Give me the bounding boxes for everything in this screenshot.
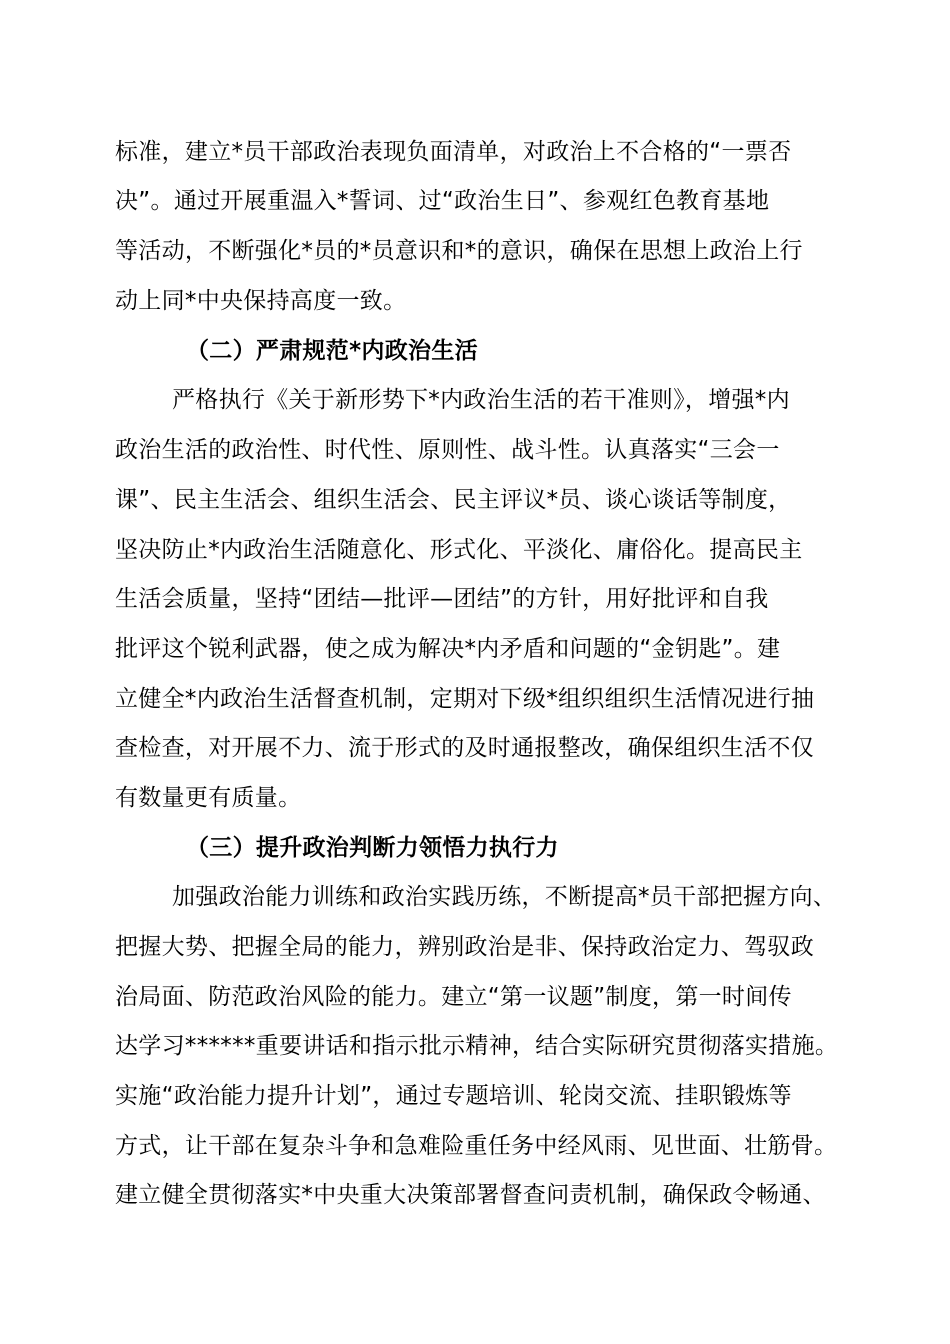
paragraph-line: 治局面、防范政治风险的能力。建立“第一议题”制度，第一时间传: [115, 984, 792, 1010]
section-heading-3: （三）提升政治判断力领悟力执行力: [186, 835, 559, 861]
paragraph-line: 方式，让干部在复杂斗争和急难险重任务中经风雨、见世面、壮筋骨。: [115, 1133, 838, 1159]
paragraph-line: 决”。通过开展重温入*誓词、过“政治生日”、参观红色教育基地: [115, 188, 770, 214]
paragraph-line: 政治生活的政治性、时代性、原则性、战斗性。认真落实“三会一: [115, 437, 780, 463]
section-heading-2: （二）严肃规范*内政治生活: [186, 338, 478, 364]
paragraph-line: 动上同*中央保持高度一致。: [115, 288, 407, 314]
paragraph-line: 坚决防止*内政治生活随意化、形式化、平淡化、庸俗化。提高民主: [115, 537, 803, 563]
paragraph-line: 立健全*内政治生活督查机制，定期对下级*组织组织生活情况进行抽: [115, 686, 815, 712]
paragraph-line: 严格执行《关于新形势下*内政治生活的若干准则》，增强*内: [172, 387, 790, 413]
paragraph-line: 批评这个锐利武器，使之成为解决*内矛盾和问题的“金钥匙”。建: [115, 636, 781, 662]
paragraph-line: 生活会质量，坚持“团结—批评—团结”的方针，用好批评和自我: [115, 586, 769, 612]
paragraph-line: 标准，建立*员干部政治表现负面清单，对政治上不合格的“一票否: [115, 139, 792, 165]
paragraph-line: 建立健全贯彻落实*中央重大决策部署督查问责机制，确保政令畅通、: [115, 1182, 826, 1208]
paragraph-line: 查检查，对开展不力、流于形式的及时通报整改，确保组织生活不仅: [115, 735, 814, 761]
paragraph-line: 有数量更有质量。: [115, 785, 302, 811]
paragraph-line: 加强政治能力训练和政治实践历练，不断提高*员干部把握方向、: [172, 884, 837, 910]
paragraph-line: 把握大势、把握全局的能力，辨别政治是非、保持政治定力、驾驭政: [115, 934, 814, 960]
paragraph-line: 达学习******重要讲话和指示批示精神，结合实际研究贯彻落实措施。: [115, 1033, 839, 1059]
paragraph-line: 等活动，不断强化*员的*员意识和*的意识，确保在思想上政治上行: [115, 238, 803, 264]
paragraph-line: 实施“政治能力提升计划”，通过专题培训、轮岗交流、挂职锻炼等: [115, 1083, 792, 1109]
paragraph-line: 课”、民主生活会、组织生活会、民主评议*员、谈心谈话等制度，: [115, 487, 792, 513]
